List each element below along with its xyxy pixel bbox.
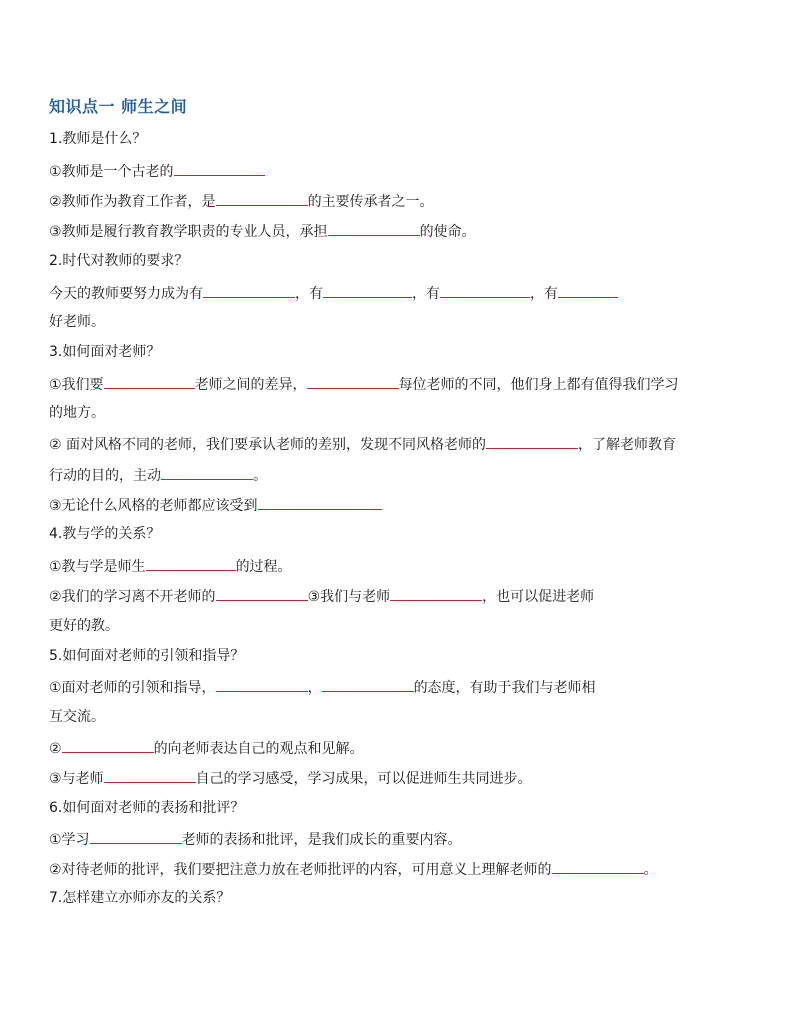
text-segment: 的过程。 xyxy=(235,559,292,575)
text-segment: ①教与学是师生 xyxy=(49,559,146,575)
text-segment: 自己的学习感受，学习成果，可以促进师生共同进步。 xyxy=(195,771,532,787)
fill-blank[interactable] xyxy=(104,768,196,783)
text-segment: 。 xyxy=(253,468,267,484)
fill-blank[interactable] xyxy=(486,434,578,449)
text-segment: 老师之间的差异， xyxy=(194,377,307,393)
fill-blank[interactable] xyxy=(328,221,420,236)
question-5-line-2: 互交流。 xyxy=(49,709,105,725)
text-segment: ②教师作为教育工作者，是 xyxy=(49,194,216,210)
question-3-line-2: 的地方。 xyxy=(49,405,105,421)
fill-blank[interactable] xyxy=(203,283,295,298)
question-5-title: 5.如何面对老师的引领和指导？ xyxy=(49,648,245,664)
text-segment: 今天的教师要努力成为有 xyxy=(49,286,203,302)
question-2-line-2: 好老师。 xyxy=(49,314,105,330)
text-segment: ，有 xyxy=(412,286,440,302)
question-1-line-1 xyxy=(49,161,265,181)
text-segment: 的使命。 xyxy=(419,224,476,240)
text-segment: ， xyxy=(307,680,322,696)
fill-blank[interactable] xyxy=(323,283,412,298)
text-segment: ②对待老师的批评，我们要把注意力放在老师批评的内容，可用意义上理解老师的 xyxy=(49,862,552,878)
section-heading: 知识点一 师生之间 xyxy=(49,97,188,116)
fill-blank[interactable] xyxy=(322,677,414,692)
question-3-line-5 xyxy=(49,495,382,515)
text-segment: 的主要传承者之一。 xyxy=(307,194,434,210)
text-segment: 每位老师的不同，他们身上都有值得我们学习 xyxy=(398,377,679,393)
text-segment: ②我们的学习离不开老师的 xyxy=(49,589,216,605)
text-segment: ，有 xyxy=(295,286,323,302)
fill-blank[interactable] xyxy=(258,495,382,510)
question-5-line-1 xyxy=(49,677,596,697)
text-segment: ③无论什么风格的老师都应该受到 xyxy=(49,498,258,514)
question-1-line-2 xyxy=(49,191,434,211)
question-3-line-1 xyxy=(49,374,679,394)
question-1-line-3 xyxy=(49,221,476,241)
text-segment: 的向老师表达自己的观点和见解。 xyxy=(153,741,364,757)
fill-blank[interactable] xyxy=(307,374,399,389)
question-5-line-4 xyxy=(49,768,532,788)
fill-blank[interactable] xyxy=(90,829,182,844)
text-segment: ② xyxy=(49,741,62,757)
text-segment: 老师的表扬和批评，是我们成长的重要内容。 xyxy=(181,832,462,848)
question-1-title: 1.教师是什么？ xyxy=(49,131,147,147)
fill-blank[interactable] xyxy=(216,191,308,206)
question-6-line-2 xyxy=(49,859,658,879)
question-4-line-1 xyxy=(49,556,292,576)
text-segment: ①教师是一个古老的 xyxy=(49,164,174,180)
question-7-title: 7.怎样建立亦师亦友的关系？ xyxy=(49,890,231,906)
question-3-line-4 xyxy=(49,465,267,485)
text-segment: ，有 xyxy=(530,286,558,302)
question-5-line-3 xyxy=(49,738,364,758)
fill-blank[interactable] xyxy=(558,283,618,298)
fill-blank[interactable] xyxy=(161,465,253,480)
text-segment: ，了解老师教育 xyxy=(578,437,676,453)
text-segment: ③我们与老师 xyxy=(307,589,391,605)
fill-blank[interactable] xyxy=(552,859,644,874)
fill-blank[interactable] xyxy=(62,738,154,753)
question-4-title: 4.教与学的关系？ xyxy=(49,526,161,542)
question-3-title: 3.如何面对老师？ xyxy=(49,344,161,360)
text-segment: ，也可以促进老师 xyxy=(482,589,595,605)
question-4-line-2 xyxy=(49,586,594,606)
fill-blank[interactable] xyxy=(216,677,308,692)
question-6-line-1 xyxy=(49,829,462,849)
text-segment: 行动的目的，主动 xyxy=(49,468,161,484)
fill-blank[interactable] xyxy=(216,586,308,601)
text-segment: ①我们要 xyxy=(49,377,104,393)
fill-blank[interactable] xyxy=(104,374,195,389)
text-segment: ①面对老师的引领和指导， xyxy=(49,680,216,696)
fill-blank[interactable] xyxy=(390,586,482,601)
text-segment: ③与老师 xyxy=(49,771,104,787)
text-segment: ② 面对风格不同的老师，我们要承认老师的差别，发现不同风格老师的 xyxy=(49,437,486,453)
text-segment: ①学习 xyxy=(49,832,90,848)
fill-blank[interactable] xyxy=(440,283,530,298)
question-6-title: 6.如何面对老师的表扬和批评？ xyxy=(49,800,245,816)
text-segment: 。 xyxy=(643,862,658,878)
question-4-line-3: 更好的教。 xyxy=(49,618,119,634)
fill-blank[interactable] xyxy=(146,556,236,571)
fill-blank[interactable] xyxy=(174,161,265,176)
question-2-line-1 xyxy=(49,283,618,303)
question-3-line-3 xyxy=(49,434,676,454)
text-segment: ③教师是履行教育教学职责的专业人员，承担 xyxy=(49,224,328,240)
text-segment: 的态度，有助于我们与老师相 xyxy=(413,680,596,696)
question-2-title: 2.时代对教师的要求？ xyxy=(49,253,189,269)
